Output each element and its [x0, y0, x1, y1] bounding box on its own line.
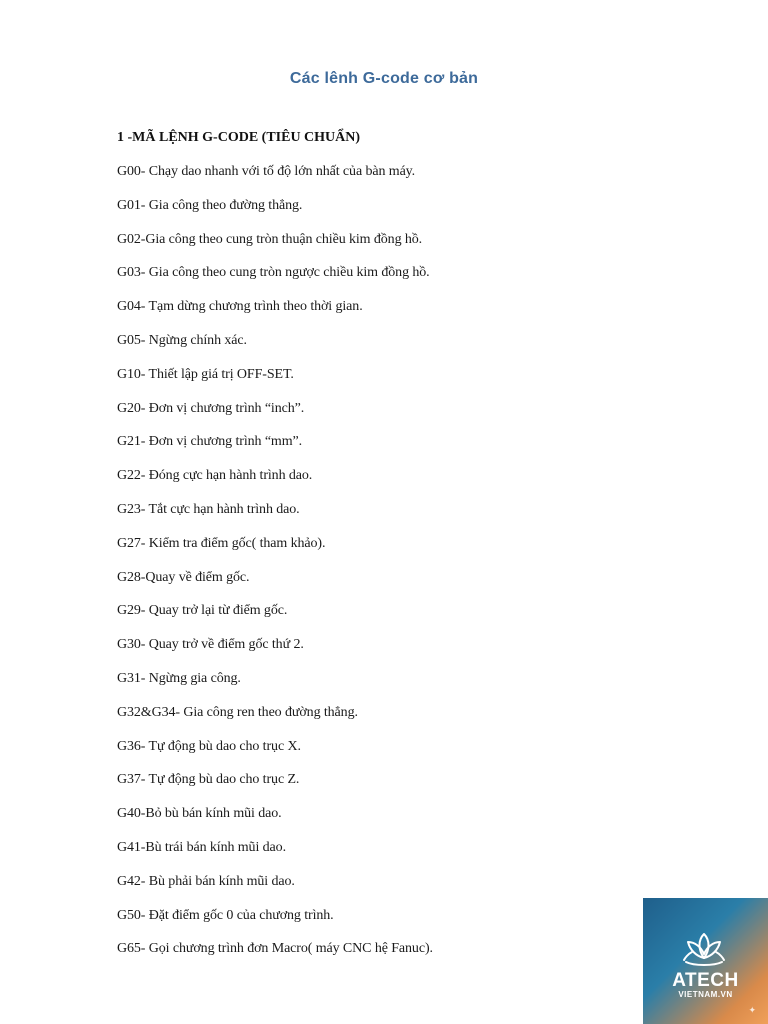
list-item: G32&G34- Gia công ren theo đường thẳng. [117, 704, 358, 720]
list-item: G01- Gia công theo đường thẳng. [117, 197, 303, 213]
section-heading: 1 -MÃ LỆNH G-CODE (TIÊU CHUẨN) [117, 130, 361, 145]
list-item: G50- Đặt điểm gốc 0 của chương trình. [117, 907, 334, 923]
list-item: G02-Gia công theo cung tròn thuận chiều kim đồng hồ. [117, 231, 423, 247]
sparkle-icon: ✦ [748, 1006, 756, 1016]
list-item: G04- Tạm dừng chương trình theo thời gian. [117, 299, 363, 315]
list-item: G31- Ngừng gia công. [117, 670, 241, 686]
list-item: G41-Bù trái bán kính mũi dao. [117, 839, 286, 855]
list-item: G21- Đơn vị chương trình “mm”. [117, 434, 303, 450]
list-item: G28-Quay về điểm gốc. [117, 569, 250, 585]
lotus-icon [680, 928, 728, 970]
list-item: G20- Đơn vị chương trình “inch”. [117, 400, 305, 416]
list-item: G27- Kiểm tra điểm gốc( tham khảo). [117, 535, 326, 551]
list-item: G00- Chạy dao nhanh với tố độ lớn nhất của bàn máy. [117, 164, 416, 179]
list-item: G40-Bỏ bù bán kính mũi dao. [117, 806, 282, 822]
list-item: G03- Gia công theo cung tròn ngược chiều kim đồng hồ. [117, 265, 430, 281]
list-item: G65- Gọi chương trình đơn Macro( máy CNC hệ Fanuc). [117, 941, 433, 957]
list-item: G37- Tự động bù dao cho trục Z. [117, 772, 300, 788]
gcode-list [117, 163, 433, 974]
brand-badge[interactable] [643, 898, 768, 1024]
page-title: Các lênh G-code cơ bản [289, 70, 479, 87]
list-item: G23- Tắt cực hạn hành trình dao. [117, 501, 300, 517]
list-item: G22- Đóng cực hạn hành trình dao. [117, 468, 313, 484]
brand-name: ATECH [672, 970, 739, 991]
list-item: G42- Bù phải bán kính mũi dao. [117, 873, 295, 889]
list-item: G10- Thiết lập giá trị OFF-SET. [117, 366, 294, 382]
list-item: G05- Ngừng chính xác. [117, 332, 247, 348]
list-item: G36- Tự động bù dao cho trục X. [117, 738, 301, 754]
brand-url: VIETNAM.VN [678, 990, 733, 999]
list-item: G29- Quay trở lại từ điểm gốc. [117, 603, 288, 619]
list-item: G30- Quay trở về điểm gốc thứ 2. [117, 637, 304, 653]
